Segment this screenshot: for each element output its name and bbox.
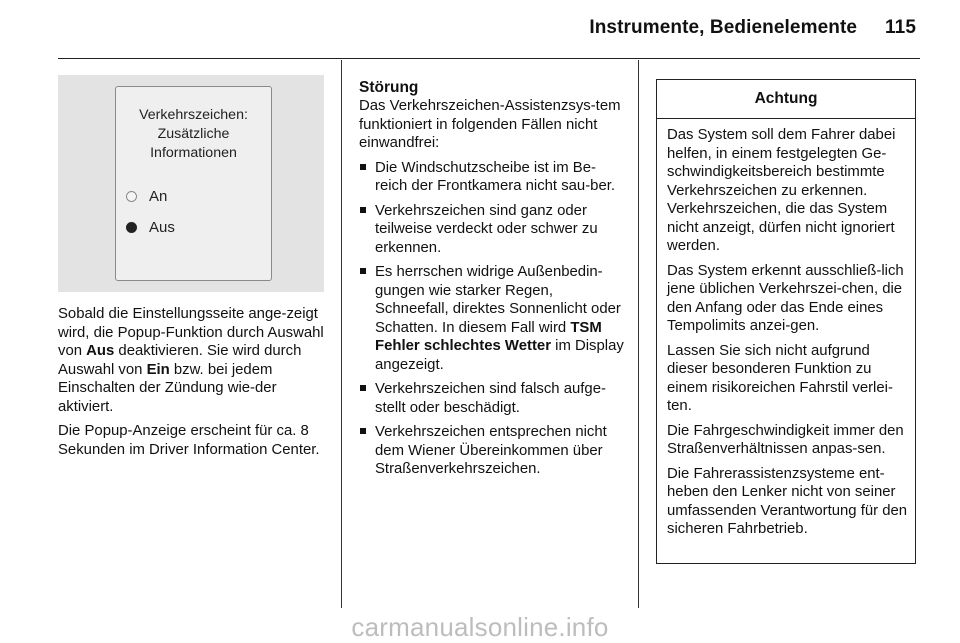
option-aus (126, 219, 175, 236)
warning-paragraph: Das System soll dem Fahrer dabei helfen, in einem festgelegten Ge-schwindigkeitsbereich bestimmte Verkehrszeichen zu erkennen. Verkehrszeichen, die das System nicht anzeigt, dürfen nicht ignoriert werden. (667, 127, 896, 254)
bullet-icon (360, 385, 366, 391)
page-header (589, 17, 916, 39)
bullet-icon (360, 164, 366, 170)
paragraph-popup-duration: Die Popup-Anzeige erscheint für ca. 8 Sekunden im Driver Information Center. (58, 423, 320, 458)
page-number: 115 (885, 17, 916, 38)
warning-paragraph: Die Fahrgeschwindigkeit immer den Straßenverhältnissen anpas-sen. (667, 422, 904, 457)
list-item: Es herrschen widrige Außenbedin-gungen wie starker Regen, Schneefall, direktes Sonnenlicht oder Schatten. In diesem Fall wird TSM Fehler schlechtes Wetter im Display angezeigt. (359, 263, 625, 374)
list-item: Verkehrszeichen sind ganz oder teilweise verdeckt oder schwer zu erkennen. (359, 202, 625, 258)
warning-paragraph: Lassen Sie sich nicht aufgrund dieser besonderen Funktion zu einem risikoreichen Fahrstil verlei-ten. (667, 342, 893, 414)
paragraph-popup-function: Sobald die Einstellungsseite ange-zeigt wird, die Popup-Funktion durch Auswahl von Aus deaktivieren. Sie wird durch Auswahl von Ein bzw. bei jedem Einschalten der Zündung wie-der aktiviert. (58, 306, 324, 415)
settings-screen (115, 86, 272, 281)
warning-title: Achtung (657, 80, 915, 119)
column-1-text (58, 305, 326, 465)
screen-title (116, 106, 271, 163)
section-title: Instrumente, Bedienelemente (589, 17, 858, 38)
watermark: carmanualsonline.info (351, 612, 609, 642)
column-2-text (359, 79, 625, 485)
section-heading: Störung (359, 79, 419, 96)
column-divider-right (638, 60, 639, 608)
warning-box (656, 79, 916, 564)
option-aus-label: Aus (149, 219, 175, 236)
header-rule (58, 58, 920, 59)
radio-unselected-icon (126, 191, 137, 202)
malfunction-list (359, 159, 625, 479)
display-illustration (58, 75, 324, 292)
screen-title-line3: Informationen (150, 145, 237, 161)
screen-title-line2: Zusätzliche (157, 126, 230, 142)
list-item: Verkehrszeichen sind falsch aufge-stellt oder beschädigt. (359, 380, 625, 417)
warning-body (657, 119, 915, 539)
column-divider-left (341, 60, 342, 608)
bullet-icon (360, 207, 366, 213)
warning-paragraph: Das System erkennt ausschließ-lich jene üblichen Verkehrszei-chen, die den Anfang oder das Ende eines Tempolimits anzei-gen. (667, 262, 904, 334)
bullet-icon (360, 428, 366, 434)
bullet-icon (360, 268, 366, 274)
screen-title-line1: Verkehrszeichen: (139, 107, 248, 123)
list-item: Verkehrszeichen entsprechen nicht dem Wiener Übereinkommen über Straßenverkehrszeichen. (359, 423, 625, 479)
option-an-label: An (149, 188, 168, 205)
warning-paragraph: Die Fahrerassistenzsysteme ent-heben den Lenker nicht von seiner umfassenden Verantwortung für den sicheren Fahrbetrieb. (667, 465, 908, 537)
option-an (126, 188, 167, 205)
list-item: Die Windschutzscheibe ist im Be-reich der Frontkamera nicht sau-ber. (359, 159, 625, 196)
intro-paragraph: Das Verkehrszeichen-Assistenzsys-tem funktioniert in folgenden Fällen nicht einwandfrei: (359, 98, 621, 151)
radio-selected-icon (126, 222, 137, 233)
